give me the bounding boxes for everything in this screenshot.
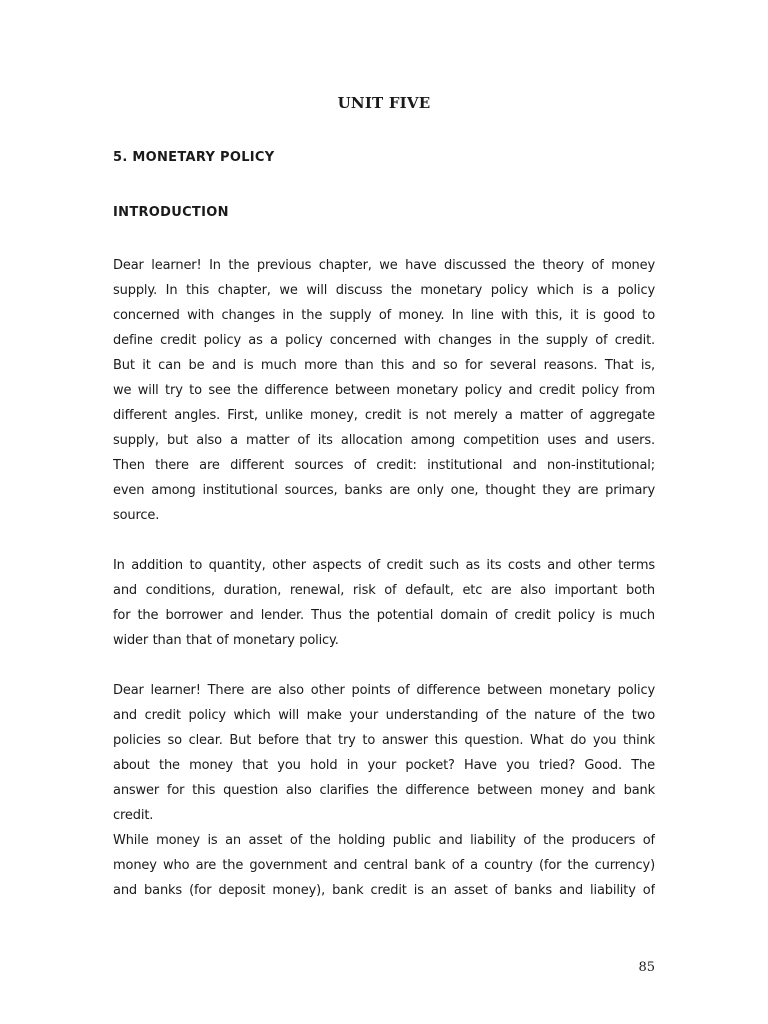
paragraph-line: Dear learner! There are also other points of difference between monetary policy [113, 683, 655, 698]
paragraph-1 [113, 253, 655, 528]
paragraph-line: answer for this question also clarifies the difference between money and bank [113, 783, 655, 798]
paragraph-line: supply. In this chapter, we will discuss the monetary policy which is a policy [113, 283, 655, 298]
paragraph-line: and banks (for deposit money), bank credit is an asset of banks and liability of [113, 883, 655, 898]
paragraph-line: for the borrower and lender. Thus the potential domain of credit policy is much [113, 608, 655, 623]
paragraph-line: In addition to quantity, other aspects of credit such as its costs and other terms [113, 558, 655, 573]
paragraph-2 [113, 553, 655, 653]
paragraph-3 [113, 678, 655, 828]
paragraph-line: money who are the government and central bank of a country (for the currency) [113, 858, 655, 873]
paragraph-line: Dear learner! In the previous chapter, we have discussed the theory of money [113, 258, 655, 273]
paragraph-line: we will try to see the difference between monetary policy and credit policy from [113, 383, 655, 398]
paragraph-line: Then there are different sources of credit: institutional and non-institutional; [113, 458, 655, 473]
paragraph-line: source. [113, 508, 160, 523]
page-number: 85 [638, 960, 655, 975]
introduction-heading: INTRODUCTION [113, 205, 229, 220]
paragraph-line: even among institutional sources, banks are only one, thought they are primary [113, 483, 655, 498]
paragraph-line: different angles. First, unlike money, credit is not merely a matter of aggregate [113, 408, 655, 423]
paragraph-line: supply, but also a matter of its allocation among competition uses and users. [113, 433, 655, 448]
paragraph-line: and credit policy which will make your understanding of the nature of the two [113, 708, 655, 723]
paragraph-line: But it can be and is much more than this and so for several reasons. That is, [113, 358, 655, 373]
paragraph-4 [113, 828, 655, 903]
paragraph-line: concerned with changes in the supply of money. In line with this, it is good to [113, 308, 655, 323]
paragraph-line: define credit policy as a policy concerned with changes in the supply of credit. [113, 333, 655, 348]
paragraph-line: policies so clear. But before that try to answer this question. What do you think [113, 733, 655, 748]
paragraph-line: wider than that of monetary policy. [113, 633, 339, 648]
paragraph-line: credit. [113, 808, 154, 823]
section-heading: 5. MONETARY POLICY [113, 150, 275, 165]
paragraph-line: While money is an asset of the holding public and liability of the producers of [113, 833, 655, 848]
unit-title: UNIT FIVE [337, 94, 431, 112]
paragraph-line: and conditions, duration, renewal, risk of default, etc are also important both [113, 583, 655, 598]
paragraph-line: about the money that you hold in your pocket? Have you tried? Good. The [113, 758, 655, 773]
